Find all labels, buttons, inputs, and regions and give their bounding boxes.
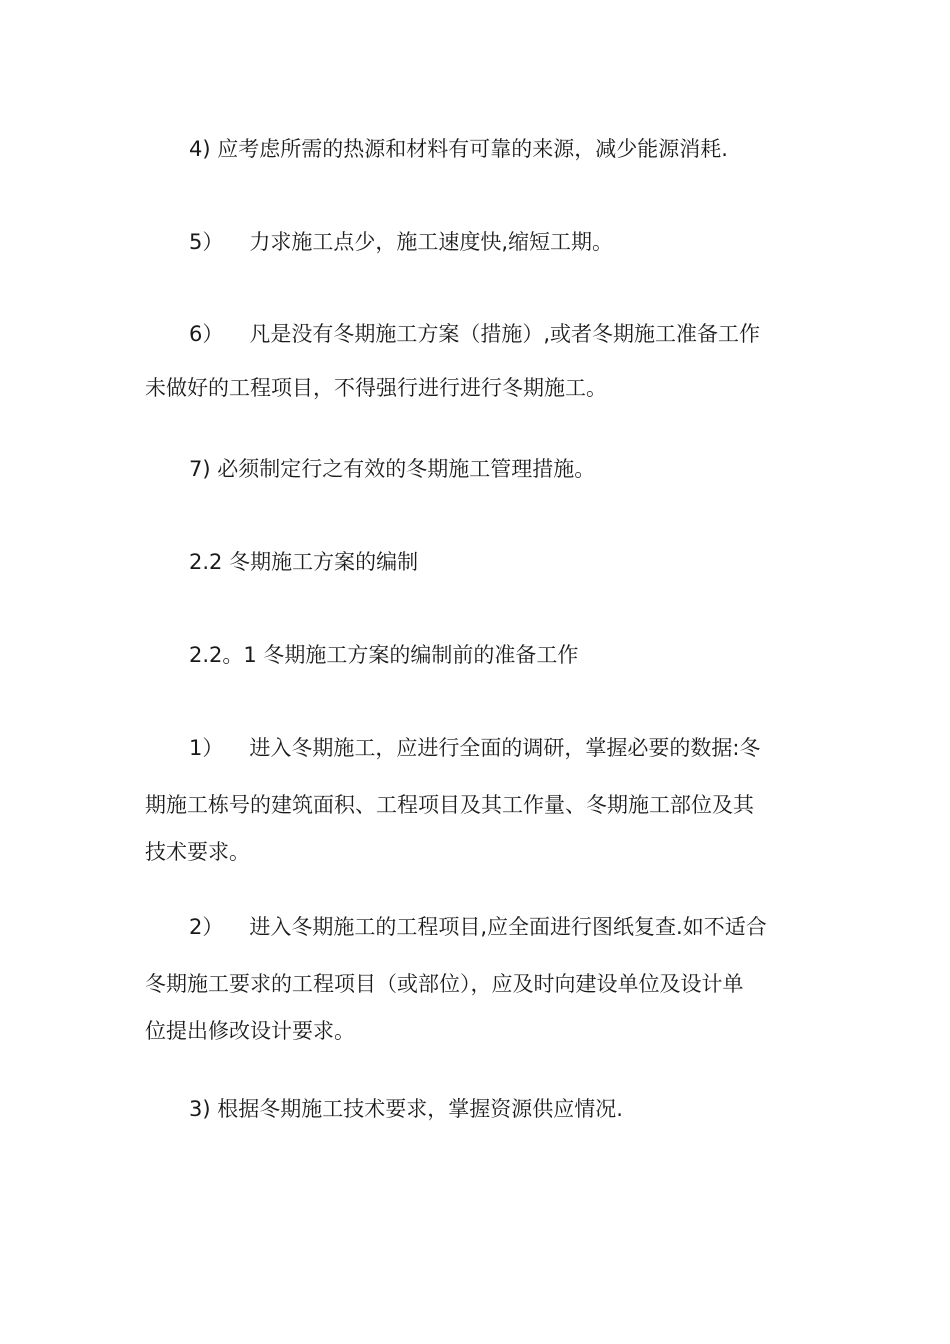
paragraph-line xyxy=(145,307,805,361)
paragraph-line: 期施工栋号的建筑面积、工程项目及其工作量、冬期施工部位及其 xyxy=(145,793,754,817)
item-number: 5） xyxy=(189,230,224,254)
paragraph-item-7 xyxy=(145,442,805,496)
paragraph-line xyxy=(145,900,805,954)
paragraph-item-1 xyxy=(145,721,805,869)
paragraph-line: 技术要求。 xyxy=(145,840,250,864)
paragraph-line: 4) 应考虑所需的热源和材料有可靠的来源，减少能源消耗. xyxy=(189,137,728,161)
paragraph-item-3 xyxy=(145,1082,805,1136)
paragraph-line: 7) 必须制定行之有效的冬期施工管理措施。 xyxy=(189,457,596,481)
paragraph-line: 位提出修改设计要求。 xyxy=(145,1019,355,1043)
paragraph-item-5 xyxy=(145,215,805,269)
paragraph-line: 3) 根据冬期施工技术要求，掌握资源供应情况. xyxy=(189,1097,623,1121)
paragraph-line: 未做好的工程项目，不得强行进行进行冬期施工。 xyxy=(145,376,607,400)
item-text: 力求施工点少，施工速度快,缩短工期。 xyxy=(249,230,614,254)
paragraph-line xyxy=(145,215,805,269)
item-text: 进入冬期施工，应进行全面的调研，掌握必要的数据:冬 xyxy=(249,736,761,760)
item-number: 6） xyxy=(189,322,224,346)
item-text: 凡是没有冬期施工方案（措施）,或者冬期施工准备工作 xyxy=(249,322,761,346)
paragraph-item-4 xyxy=(145,122,805,176)
item-text: 进入冬期施工的工程项目,应全面进行图纸复查.如不适合 xyxy=(249,915,767,939)
paragraph-item-2 xyxy=(145,900,805,1048)
paragraph-item-6 xyxy=(145,307,805,415)
heading-line: 2.2 冬期施工方案的编制 xyxy=(189,550,419,574)
section-heading-2-2 xyxy=(145,535,805,589)
paragraph-line xyxy=(145,721,805,775)
item-number: 2） xyxy=(189,915,224,939)
heading-line: 2.2。1 冬期施工方案的编制前的准备工作 xyxy=(189,643,579,667)
paragraph-line: 冬期施工要求的工程项目（或部位），应及时向建设单位及设计单 xyxy=(145,972,744,996)
section-heading-2-2-1 xyxy=(145,628,805,682)
item-number: 1） xyxy=(189,736,224,760)
